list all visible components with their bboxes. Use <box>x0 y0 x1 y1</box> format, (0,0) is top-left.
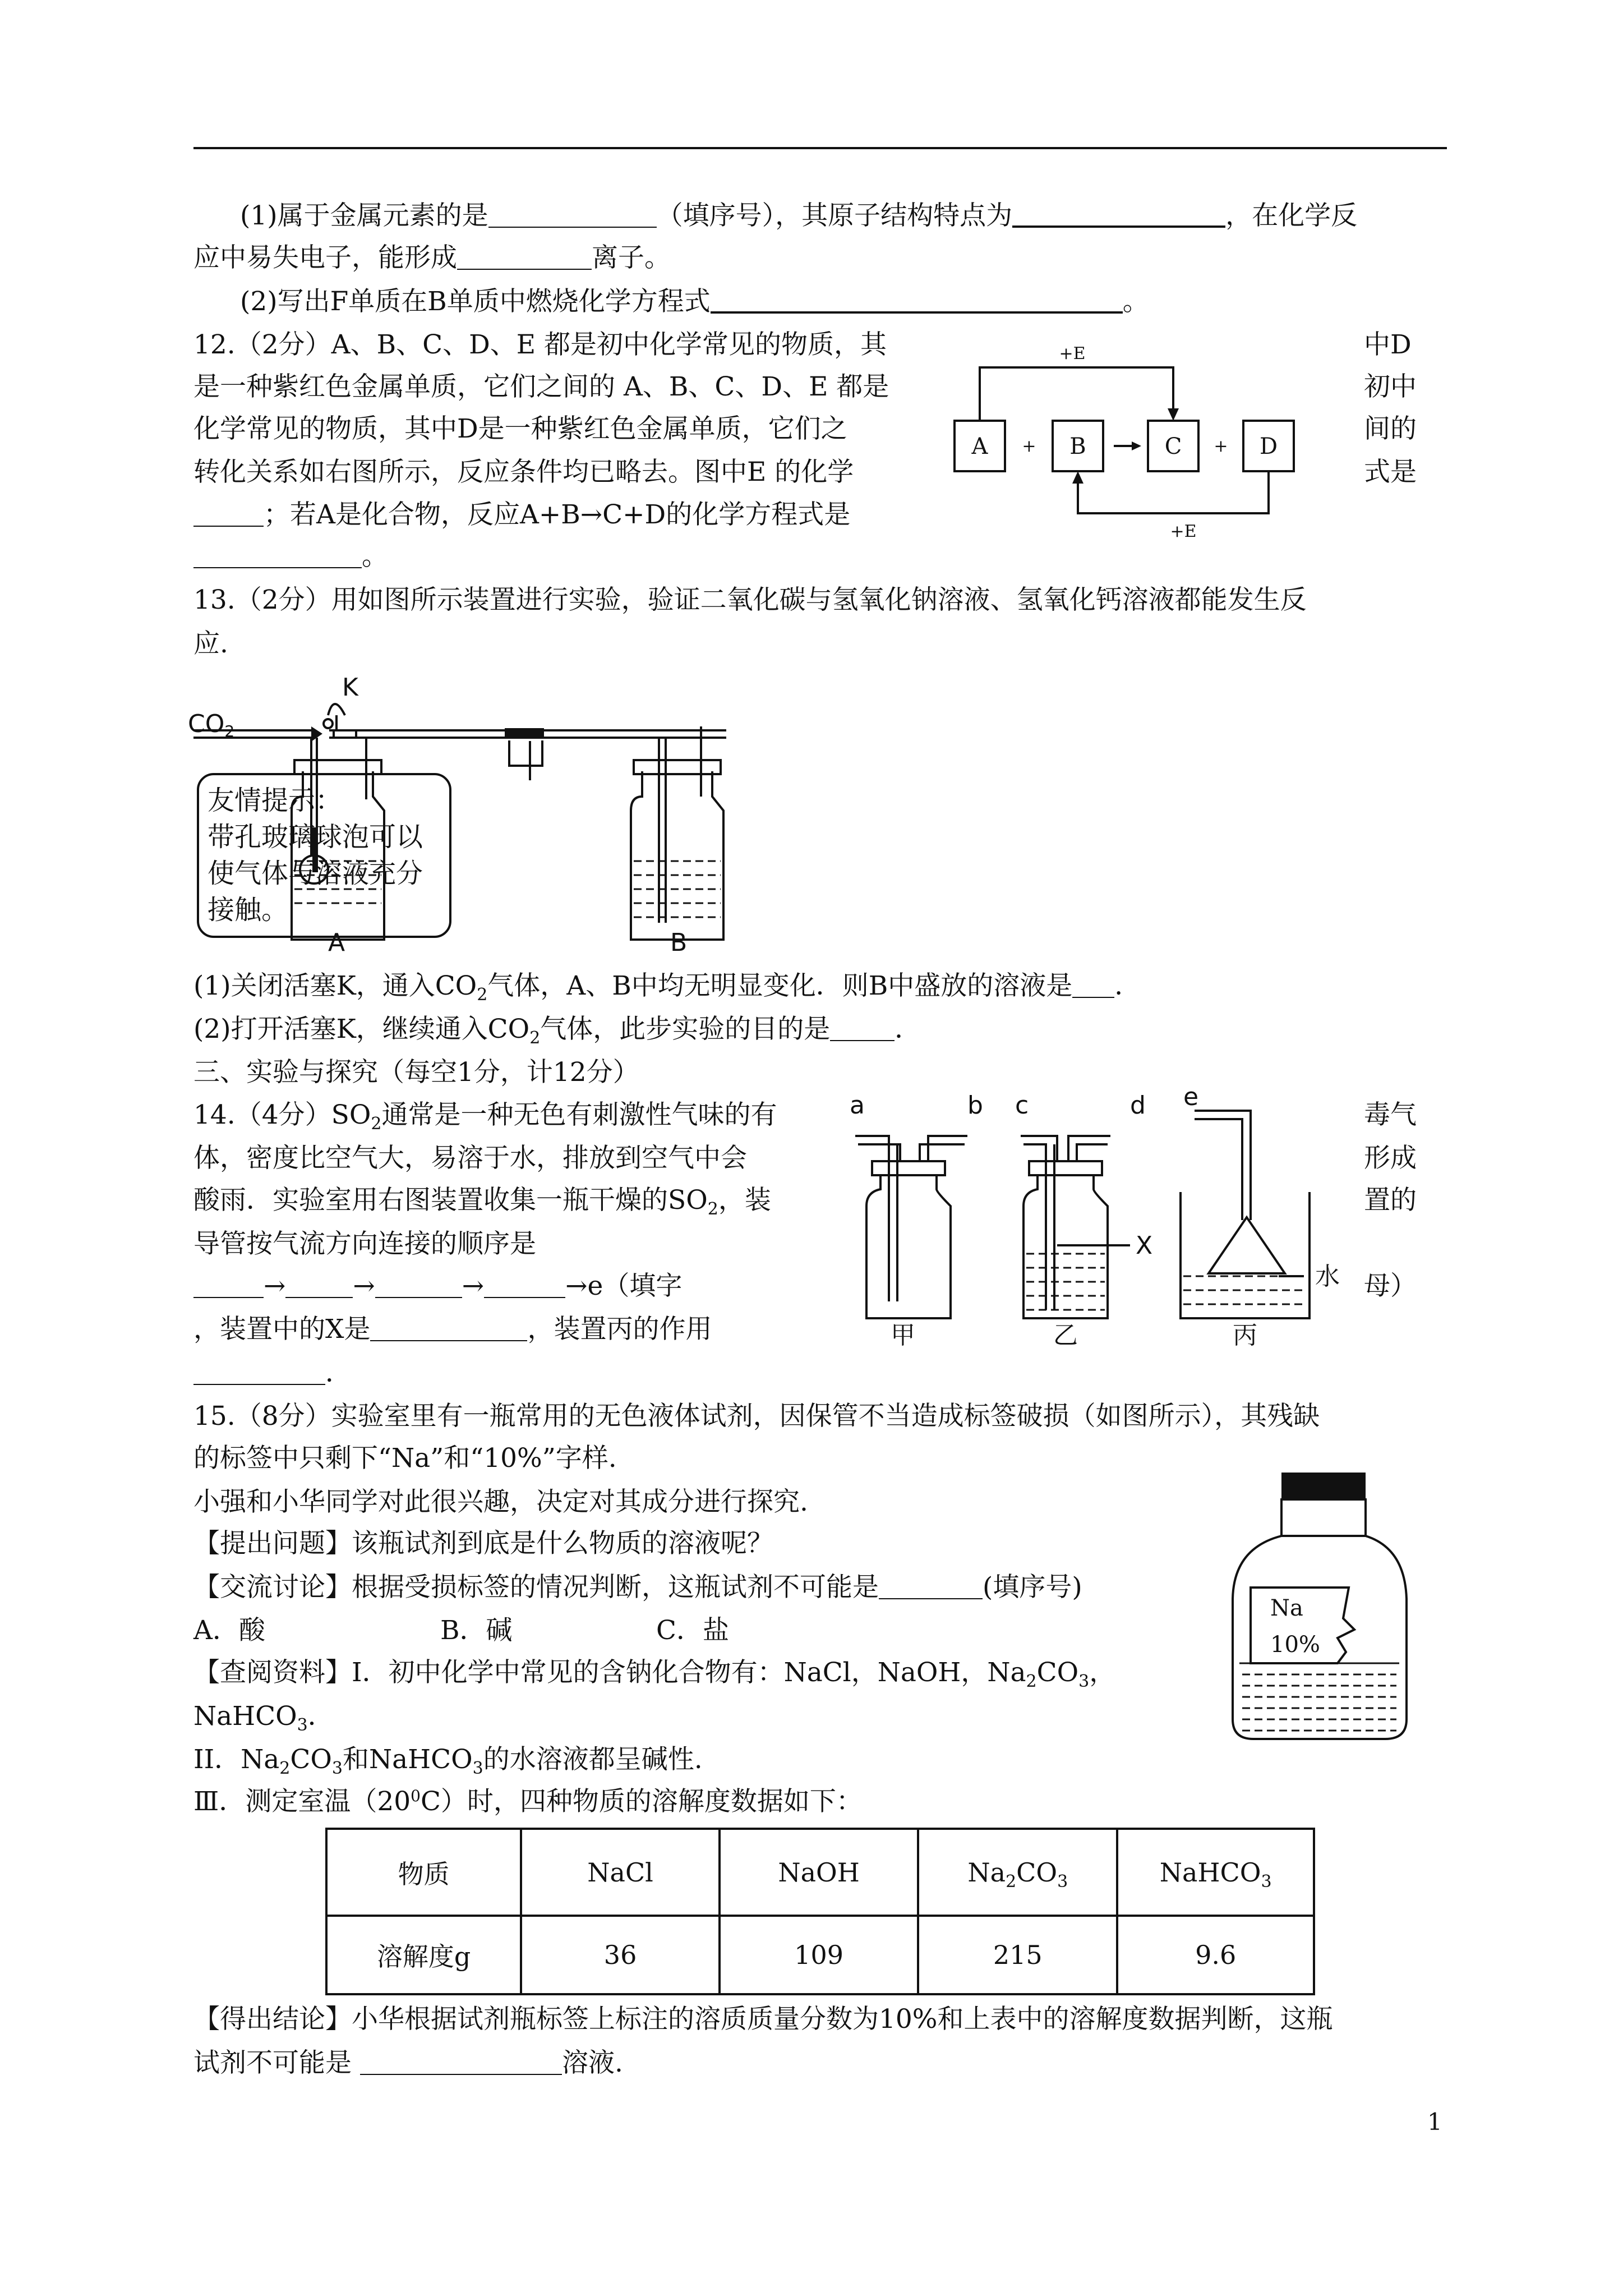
reaction-diagram <box>948 331 1312 555</box>
q12-line2-right: 初中 <box>1364 371 1417 402</box>
q15-option-a: A．酸 <box>193 1615 265 1646</box>
table-header-cell: NaHCO$_3$ <box>1117 1829 1314 1916</box>
q11-part1-line2: 应中易失电子，能形成 离子。 <box>193 242 671 273</box>
box-c-label: C <box>1164 434 1182 459</box>
answer-blank[interactable] <box>193 1359 325 1385</box>
q15-line5: 【交流讨论】根据受损标签的情况判断，这瓶试剂不可能是 (填序号) <box>193 1572 1082 1603</box>
water-label: 水 <box>1315 1262 1340 1291</box>
answer-blank[interactable] <box>193 542 362 568</box>
q14-line5-right: 母） <box>1364 1271 1417 1301</box>
port-b-label: b <box>967 1091 983 1120</box>
answer-blank[interactable] <box>488 202 657 228</box>
bottle-cap <box>1281 1473 1366 1499</box>
answer-blank[interactable] <box>711 287 1123 314</box>
co2-label: CO2 <box>188 710 235 740</box>
bottle-jia <box>866 1175 951 1318</box>
top-e-label: +E <box>1059 344 1086 364</box>
hint-text-4: 接触。 <box>208 894 289 926</box>
hint-text-2: 带孔玻璃球泡可以 <box>208 821 423 853</box>
label-na: Na <box>1270 1595 1303 1621</box>
table-header-cell: $Na_2CO_3$ <box>918 1829 1117 1916</box>
q12-line1-right: 中D <box>1364 329 1412 360</box>
label-a: A <box>328 928 345 957</box>
table-header-row <box>326 1829 1314 1916</box>
k-label: K <box>342 673 358 702</box>
stopcock-k <box>328 704 345 715</box>
q12-line5: ；若A是化合物，反应A+B→C+D的化学方程式是 <box>193 498 850 532</box>
box-a-label: A <box>971 434 988 459</box>
answer-blank[interactable] <box>484 1272 565 1298</box>
solubility-table <box>325 1828 1315 1995</box>
q13-line1: 13.（2分）用如图所示装置进行实验，验证二氧化碳与氢氧化钠溶液、氢氧化钙溶液都能发生反 <box>193 585 1307 615</box>
answer-blank[interactable] <box>375 1272 462 1298</box>
q12-line1: 12.（2分）A、B、C、D、E 都是初中化学常见的物质，其 <box>193 329 887 360</box>
table-header-cell: NaCl <box>521 1829 720 1916</box>
answer-blank[interactable] <box>879 1573 983 1599</box>
answer-blank[interactable] <box>360 2049 562 2075</box>
box-b-label: B <box>1069 434 1086 459</box>
table-cell: 109 <box>720 1916 918 1994</box>
section-heading: 三、实验与探究（每空1分，计12分） <box>193 1057 639 1088</box>
box-d-label: D <box>1259 434 1278 459</box>
answer-blank[interactable] <box>370 1315 527 1341</box>
q14-line3: 酸雨．实验室用右图装置收集一瓶干燥的$SO_2$，装 <box>193 1185 771 1219</box>
q15-line2: 的标签中只剩下“Na”和“10%”字样. <box>193 1443 617 1474</box>
q14-line2-right: 形成 <box>1364 1143 1417 1174</box>
bottle-yi <box>1023 1175 1108 1318</box>
jia-label: 甲 <box>891 1321 915 1350</box>
q15-line10: Ⅲ．测定室温$(20^0C)$时，四种物质的溶解度数据如下： <box>193 1786 863 1817</box>
answer-blank[interactable] <box>193 501 264 527</box>
yi-label: 乙 <box>1053 1321 1078 1350</box>
table-row <box>326 1916 1314 1994</box>
q15-line3: 小强和小华同学对此很兴趣，决定对其成分进行探究. <box>193 1487 808 1517</box>
q15-line7: 【查阅资料】I．初中化学中常见的含钠化合物有：NaCl，NaOH，$Na_2CO_3$， <box>193 1657 1116 1691</box>
q15-conclusion-line2: 试剂不可能是 溶液. <box>193 2047 623 2078</box>
q12-line3-right: 间的 <box>1364 413 1417 444</box>
table-cell: 215 <box>918 1916 1117 1994</box>
bottom-arrow <box>1078 471 1269 513</box>
q12-line2: 是一种紫红色金属单质，它们之间的 A、B、C、D、E 都是 <box>193 371 889 402</box>
port-e-label: e <box>1183 1083 1199 1111</box>
q15-line1: 15.（8分）实验室里有一瓶常用的无色液体试剂，因保管不当造成标签破损（如图所示），其残缺 <box>193 1401 1320 1432</box>
port-d-label: d <box>1130 1091 1146 1120</box>
q12-line6: 。 <box>193 540 388 573</box>
answer-blank[interactable] <box>285 1272 353 1298</box>
reagent-bottle-figure <box>1228 1470 1413 1745</box>
co2-apparatus-figure <box>188 670 754 957</box>
q14-line5: → → → →e（填字 <box>193 1269 682 1303</box>
q13-part1: (1)关闭活塞K，通入$CO_2$气体，A、B中均无明显变化．则B中盛放的溶液是 ． <box>193 970 1141 1005</box>
q15-option-c: C．盐 <box>656 1615 729 1646</box>
x-label: X <box>1136 1231 1153 1260</box>
hint-text-3: 使气体与溶液充分 <box>208 858 423 889</box>
table-header-cell: NaOH <box>720 1829 918 1916</box>
q15-line4: 【提出问题】该瓶试剂到底是什么物质的溶液呢？ <box>193 1528 773 1559</box>
q14-line6: ，装置中的X是 ，装置丙的作用 <box>193 1314 712 1345</box>
answer-blank[interactable] <box>457 244 592 270</box>
plus-sign: + <box>1022 436 1036 456</box>
label-percent: 10% <box>1270 1632 1320 1658</box>
q11-part2: (2)写出F单质在B单质中燃烧化学方程式 。 <box>240 286 1149 317</box>
port-a-label: a <box>850 1091 865 1120</box>
bottle-neck <box>1281 1499 1366 1536</box>
table-cell: 36 <box>521 1916 720 1994</box>
q13-line2: 应. <box>193 628 228 659</box>
answer-blank[interactable] <box>193 1272 264 1298</box>
answer-blank[interactable] <box>1072 972 1114 998</box>
bottom-e-label: +E <box>1170 522 1197 541</box>
bottle-b <box>631 771 723 940</box>
q14-line7: ． <box>193 1356 352 1390</box>
port-c-label: c <box>1015 1091 1029 1120</box>
rubber-connector <box>505 728 544 738</box>
q14-line1-right: 毒气 <box>1364 1099 1417 1130</box>
so2-collection-figure <box>850 1083 1354 1350</box>
hint-text-1: 友情提示： <box>208 785 343 816</box>
answer-blank[interactable] <box>1012 201 1225 228</box>
header-rule <box>193 147 1447 149</box>
top-arrow <box>980 367 1173 421</box>
page-number: 1 <box>1427 2108 1442 2136</box>
plus-sign: + <box>1214 436 1228 456</box>
q11-part1-line1: (1)属于金属元素的是 （填序号），其原子结构特点为 ，在化学反 <box>240 200 1358 231</box>
table-header-cell: 物质 <box>326 1829 521 1916</box>
q13-part2: (2)打开活塞K，继续通入$CO_2$气体，此步实验的目的是 ． <box>193 1014 921 1048</box>
q15-line9: II．$Na_2CO_3$和NaHCO$_3$的水溶液都呈碱性. <box>193 1744 703 1778</box>
q12-line3: 化学常见的物质，其中D是一种紫红色金属单质，它们之 <box>193 413 847 444</box>
q15-conclusion-line1: 【得出结论】小华根据试剂瓶标签上标注的溶质质量分数为10%和上表中的溶解度数据判断，这瓶 <box>193 2004 1333 2035</box>
q14-line4: 导管按气流方向连接的顺序是 <box>193 1228 536 1259</box>
q15-line8: NaHCO$_3$． <box>193 1701 334 1735</box>
q14-line1: 14.（4分）$SO_2$通常是一种无色有刺激性气味的有 <box>193 1099 777 1134</box>
q15-option-b: B．碱 <box>440 1615 513 1646</box>
table-cell: 9.6 <box>1117 1916 1314 1994</box>
label-b: B <box>670 928 688 957</box>
beaker-bing <box>1181 1192 1310 1318</box>
q14-line2: 体，密度比空气大，易溶于水，排放到空气中会 <box>193 1143 747 1174</box>
answer-blank[interactable] <box>830 1015 895 1041</box>
bing-label: 丙 <box>1233 1321 1257 1350</box>
q14-line3-right: 置的 <box>1364 1185 1417 1216</box>
q12-line4-right: 式是 <box>1364 457 1417 487</box>
funnel <box>1209 1217 1285 1273</box>
table-cell: 溶解度g <box>326 1916 521 1994</box>
q12-line4: 转化关系如右图所示，反应条件均已略去。图中E 的化学 <box>193 457 854 487</box>
